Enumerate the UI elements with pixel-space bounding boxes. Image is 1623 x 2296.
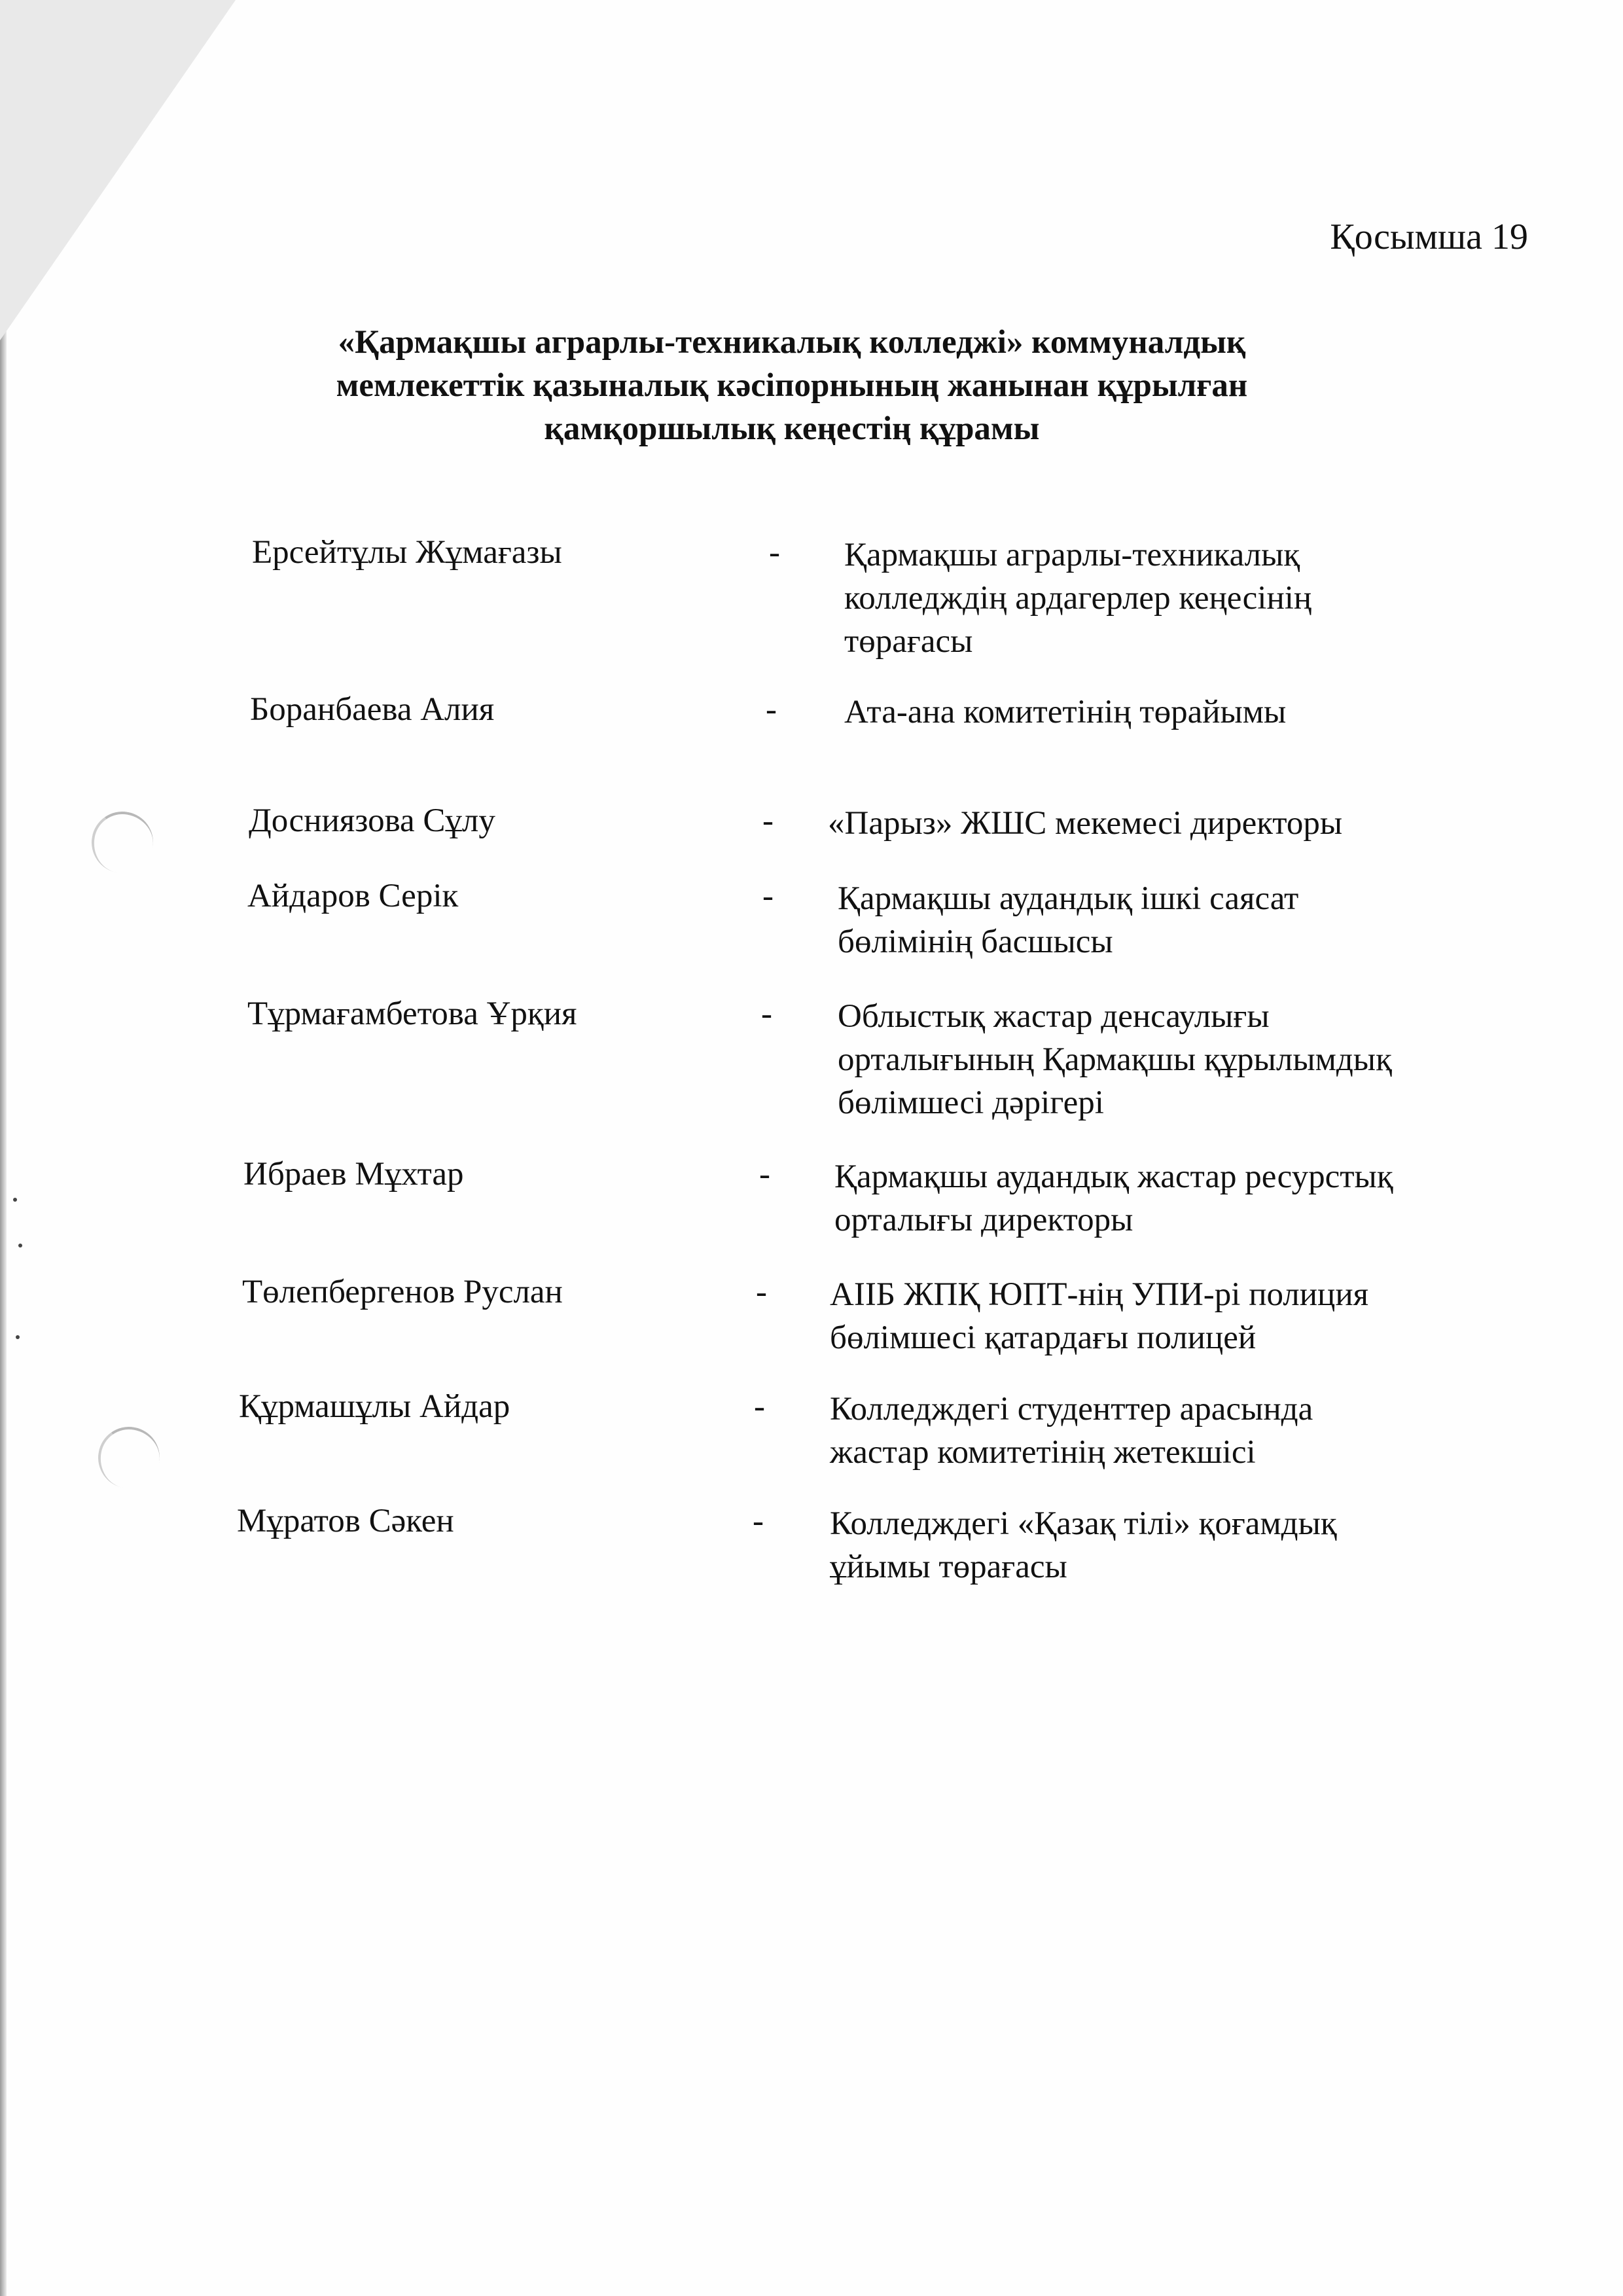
member-name: Боранбаева Алия (250, 691, 495, 728)
member-role-line: Ата-ана комитетінің төрайымы (844, 694, 1287, 730)
member-separator: - (756, 1274, 767, 1310)
member-role-line: жастар комитетінің жетекшісі (830, 1434, 1256, 1471)
member-role-line: Қармақшы аудандық ішкі саясат (838, 880, 1299, 917)
member-role-line: Колледждегі студенттер арасында (830, 1391, 1313, 1427)
scan-speck (18, 1244, 22, 1247)
member-role-line: ұйымы төрағасы (830, 1549, 1067, 1585)
member-separator: - (753, 1503, 764, 1539)
member-role-line: төрағасы (844, 623, 973, 660)
member-separator: - (754, 1388, 765, 1425)
member-separator: - (759, 1156, 770, 1193)
title-line: қамқоршылық кеңестің құрамы (544, 410, 1040, 447)
title-line: мемлекеттік қазыналық кәсіпорнының жанынан құрылған (336, 367, 1248, 404)
member-separator: - (762, 802, 774, 839)
title-line: «Қармақшы аграрлы-техникалық колледжі» коммуналдық (338, 324, 1246, 361)
member-role-line: колледждің ардагерлер кеңесінің (844, 580, 1312, 617)
member-role-line: Қармақшы аудандық жастар ресурстық (834, 1158, 1393, 1195)
member-role-line: АІІБ ЖПҚ ЮПТ-нің УПИ-рі полиция (830, 1276, 1369, 1313)
member-role-line: бөлімшесі дәрігері (838, 1085, 1104, 1121)
member-role (838, 877, 1492, 963)
member-name: Құрмашұлы Айдар (239, 1388, 510, 1425)
member-separator: - (762, 878, 774, 914)
member-name: Ерсейтұлы Жұмағазы (252, 534, 562, 571)
folded-corner (0, 0, 236, 340)
member-name: Досниязова Сұлу (249, 802, 495, 839)
member-role-line: Колледждегі «Қазақ тілі» қоғамдық (830, 1505, 1337, 1542)
member-role-line: «Парыз» ЖШС мекемесі директоры (828, 805, 1343, 842)
member-role (834, 1155, 1489, 1242)
scan-speck (16, 1335, 20, 1339)
member-role (844, 533, 1499, 663)
member-role-line: Облыстық жастар денсаулығы (838, 998, 1270, 1035)
punch-hole (94, 1422, 165, 1494)
member-separator: - (761, 996, 772, 1032)
scan-speck (13, 1198, 17, 1202)
member-separator: - (769, 534, 780, 571)
member-role-line: орталығы директоры (834, 1202, 1133, 1238)
document-title (236, 321, 1348, 450)
member-name: Тұрмағамбетова Ұрқия (247, 996, 577, 1032)
member-role-line: Қармақшы аграрлы-техникалық (844, 537, 1300, 573)
member-name: Мұратов Сәкен (237, 1503, 454, 1539)
member-role-line: бөлімінің басшысы (838, 924, 1113, 960)
member-role (830, 1502, 1484, 1588)
member-role (828, 802, 1482, 845)
member-role (830, 1388, 1484, 1474)
member-separator: - (766, 691, 777, 728)
page-left-edge (0, 0, 7, 2296)
member-name: Айдаров Серік (247, 878, 459, 914)
member-role-line: бөлімшесі қатардағы полицей (830, 1319, 1257, 1356)
member-name: Төлепбергенов Руслан (242, 1274, 563, 1310)
member-role (844, 691, 1499, 734)
member-name: Ибраев Мұхтар (243, 1156, 464, 1193)
member-role-line: орталығының Қармақшы құрылымдық (838, 1041, 1392, 1078)
punch-hole (87, 807, 158, 878)
member-role (838, 995, 1492, 1124)
member-role (830, 1273, 1484, 1359)
appendix-label: Қосымша 19 (1330, 217, 1528, 257)
